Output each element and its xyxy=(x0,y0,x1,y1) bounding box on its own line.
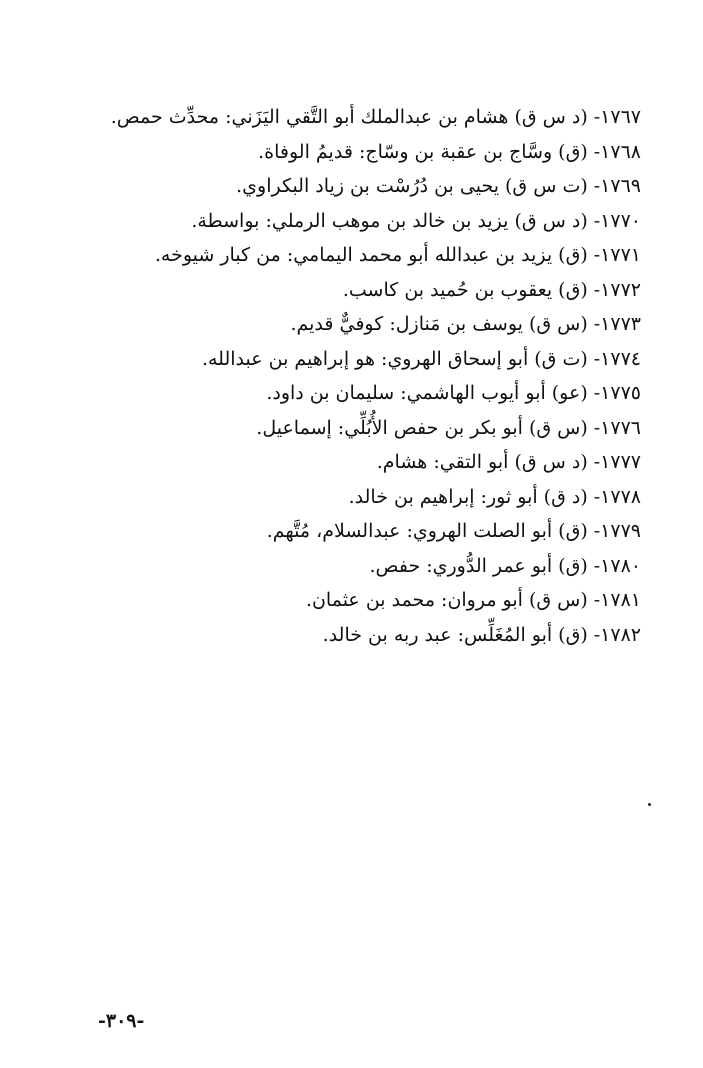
entry-text: أبو أيوب الهاشمي: سليمان بن داود. xyxy=(266,382,546,404)
entry-text: هشام بن عبدالملك أبو التَّقي اليَزَني: محدِّث حمص. xyxy=(110,106,509,128)
entry-1780 xyxy=(53,549,641,584)
entry-1772 xyxy=(53,273,641,308)
entry-number: ١٧٧٥- xyxy=(593,382,641,404)
entry-text: يوسف بن مَنازل: كوفيٌّ قديم. xyxy=(290,313,523,335)
entry-1781 xyxy=(53,583,641,618)
entry-text: وسَّاج بن عقبة بن وسّاج: قديمُ الوفاة. xyxy=(258,140,553,163)
entry-1771 xyxy=(53,238,641,273)
entry-codes: (د ق) xyxy=(543,485,588,508)
page-number: -٣٠٩- xyxy=(98,1010,145,1032)
entry-codes: (ت س ق) xyxy=(505,175,588,197)
entry-number: ١٧٨٢- xyxy=(593,623,641,646)
entry-text: أبو ثور: إبراهيم بن خالد. xyxy=(348,485,538,508)
entry-text: أبو عمر الدُّوري: حفص. xyxy=(369,554,553,577)
entry-number: ١٧٨٠- xyxy=(593,554,641,577)
entry-1768 xyxy=(53,135,641,170)
entry-codes: (س ق) xyxy=(528,416,588,439)
entry-1778 xyxy=(53,480,641,515)
entry-text: أبو المُغَلِّس: عبد ربه بن خالد. xyxy=(322,623,553,646)
entry-codes: (عو) xyxy=(551,382,588,404)
entry-codes: (د س ق) xyxy=(514,451,588,473)
entry-number: ١٧٦٩- xyxy=(593,175,641,197)
entry-list xyxy=(53,100,641,652)
scan-speck xyxy=(648,803,651,806)
entry-1776 xyxy=(53,411,641,446)
entry-number: ١٧٧٦- xyxy=(593,416,641,439)
entry-number: ١٧٧١- xyxy=(593,244,641,266)
entry-codes: (ق) xyxy=(558,278,588,301)
entry-number: ١٧٦٨- xyxy=(593,140,641,163)
entry-number: ١٧٧٢- xyxy=(593,278,641,301)
entry-text: أبو التقي: هشام. xyxy=(376,451,509,473)
entry-1770 xyxy=(53,204,641,239)
entry-number: ١٧٧٣- xyxy=(593,313,641,335)
entry-codes: (س ق) xyxy=(528,589,588,611)
entry-number: ١٧٧٩- xyxy=(593,520,641,542)
entry-codes: (ق) xyxy=(558,244,588,266)
entry-text: يحيى بن دُرُسْت بن زياد البكراوي. xyxy=(236,175,500,197)
entry-1779 xyxy=(53,514,641,549)
entry-number: ١٧٦٧- xyxy=(593,106,641,128)
entry-1774 xyxy=(53,342,641,377)
entry-number: ١٧٧٠- xyxy=(593,209,641,232)
entry-1773 xyxy=(53,307,641,342)
entry-1777 xyxy=(53,445,641,480)
entry-codes: (ق) xyxy=(558,140,588,163)
entry-1769 xyxy=(53,169,641,204)
entry-1782 xyxy=(53,618,641,653)
entry-text: يزيد بن عبدالله أبو محمد اليمامي: من كبار شيوخه. xyxy=(154,244,553,266)
entry-1775 xyxy=(53,376,641,411)
entry-text: أبو بكر بن حفص الأُبُلِّي: إسماعيل. xyxy=(256,416,523,439)
entry-codes: (ق) xyxy=(558,623,588,646)
entry-number: ١٧٧٨- xyxy=(593,485,641,508)
entry-codes: (س ق) xyxy=(528,313,588,335)
entry-text: يزيد بن خالد بن موهب الرملي: بواسطة. xyxy=(191,209,509,232)
entry-text: أبو إسحاق الهروي: هو إبراهيم بن عبدالله. xyxy=(201,347,529,370)
entry-text: يعقوب بن حُميد بن كاسب. xyxy=(342,278,553,301)
entry-number: ١٧٧٤- xyxy=(593,347,641,370)
entry-codes: (د س ق) xyxy=(514,106,588,128)
entry-text: أبو الصلت الهروي: عبدالسلام، مُتَّهم. xyxy=(266,520,553,542)
entry-codes: (ق) xyxy=(558,554,588,577)
entry-codes: (ق) xyxy=(558,520,588,542)
entry-codes: (د س ق) xyxy=(514,209,588,232)
entry-number: ١٧٨١- xyxy=(593,589,641,611)
entry-number: ١٧٧٧- xyxy=(593,451,641,473)
entry-text: أبو مروان: محمد بن عثمان. xyxy=(305,589,523,611)
entry-1767 xyxy=(53,100,641,135)
entry-codes: (ت ق) xyxy=(534,347,588,370)
